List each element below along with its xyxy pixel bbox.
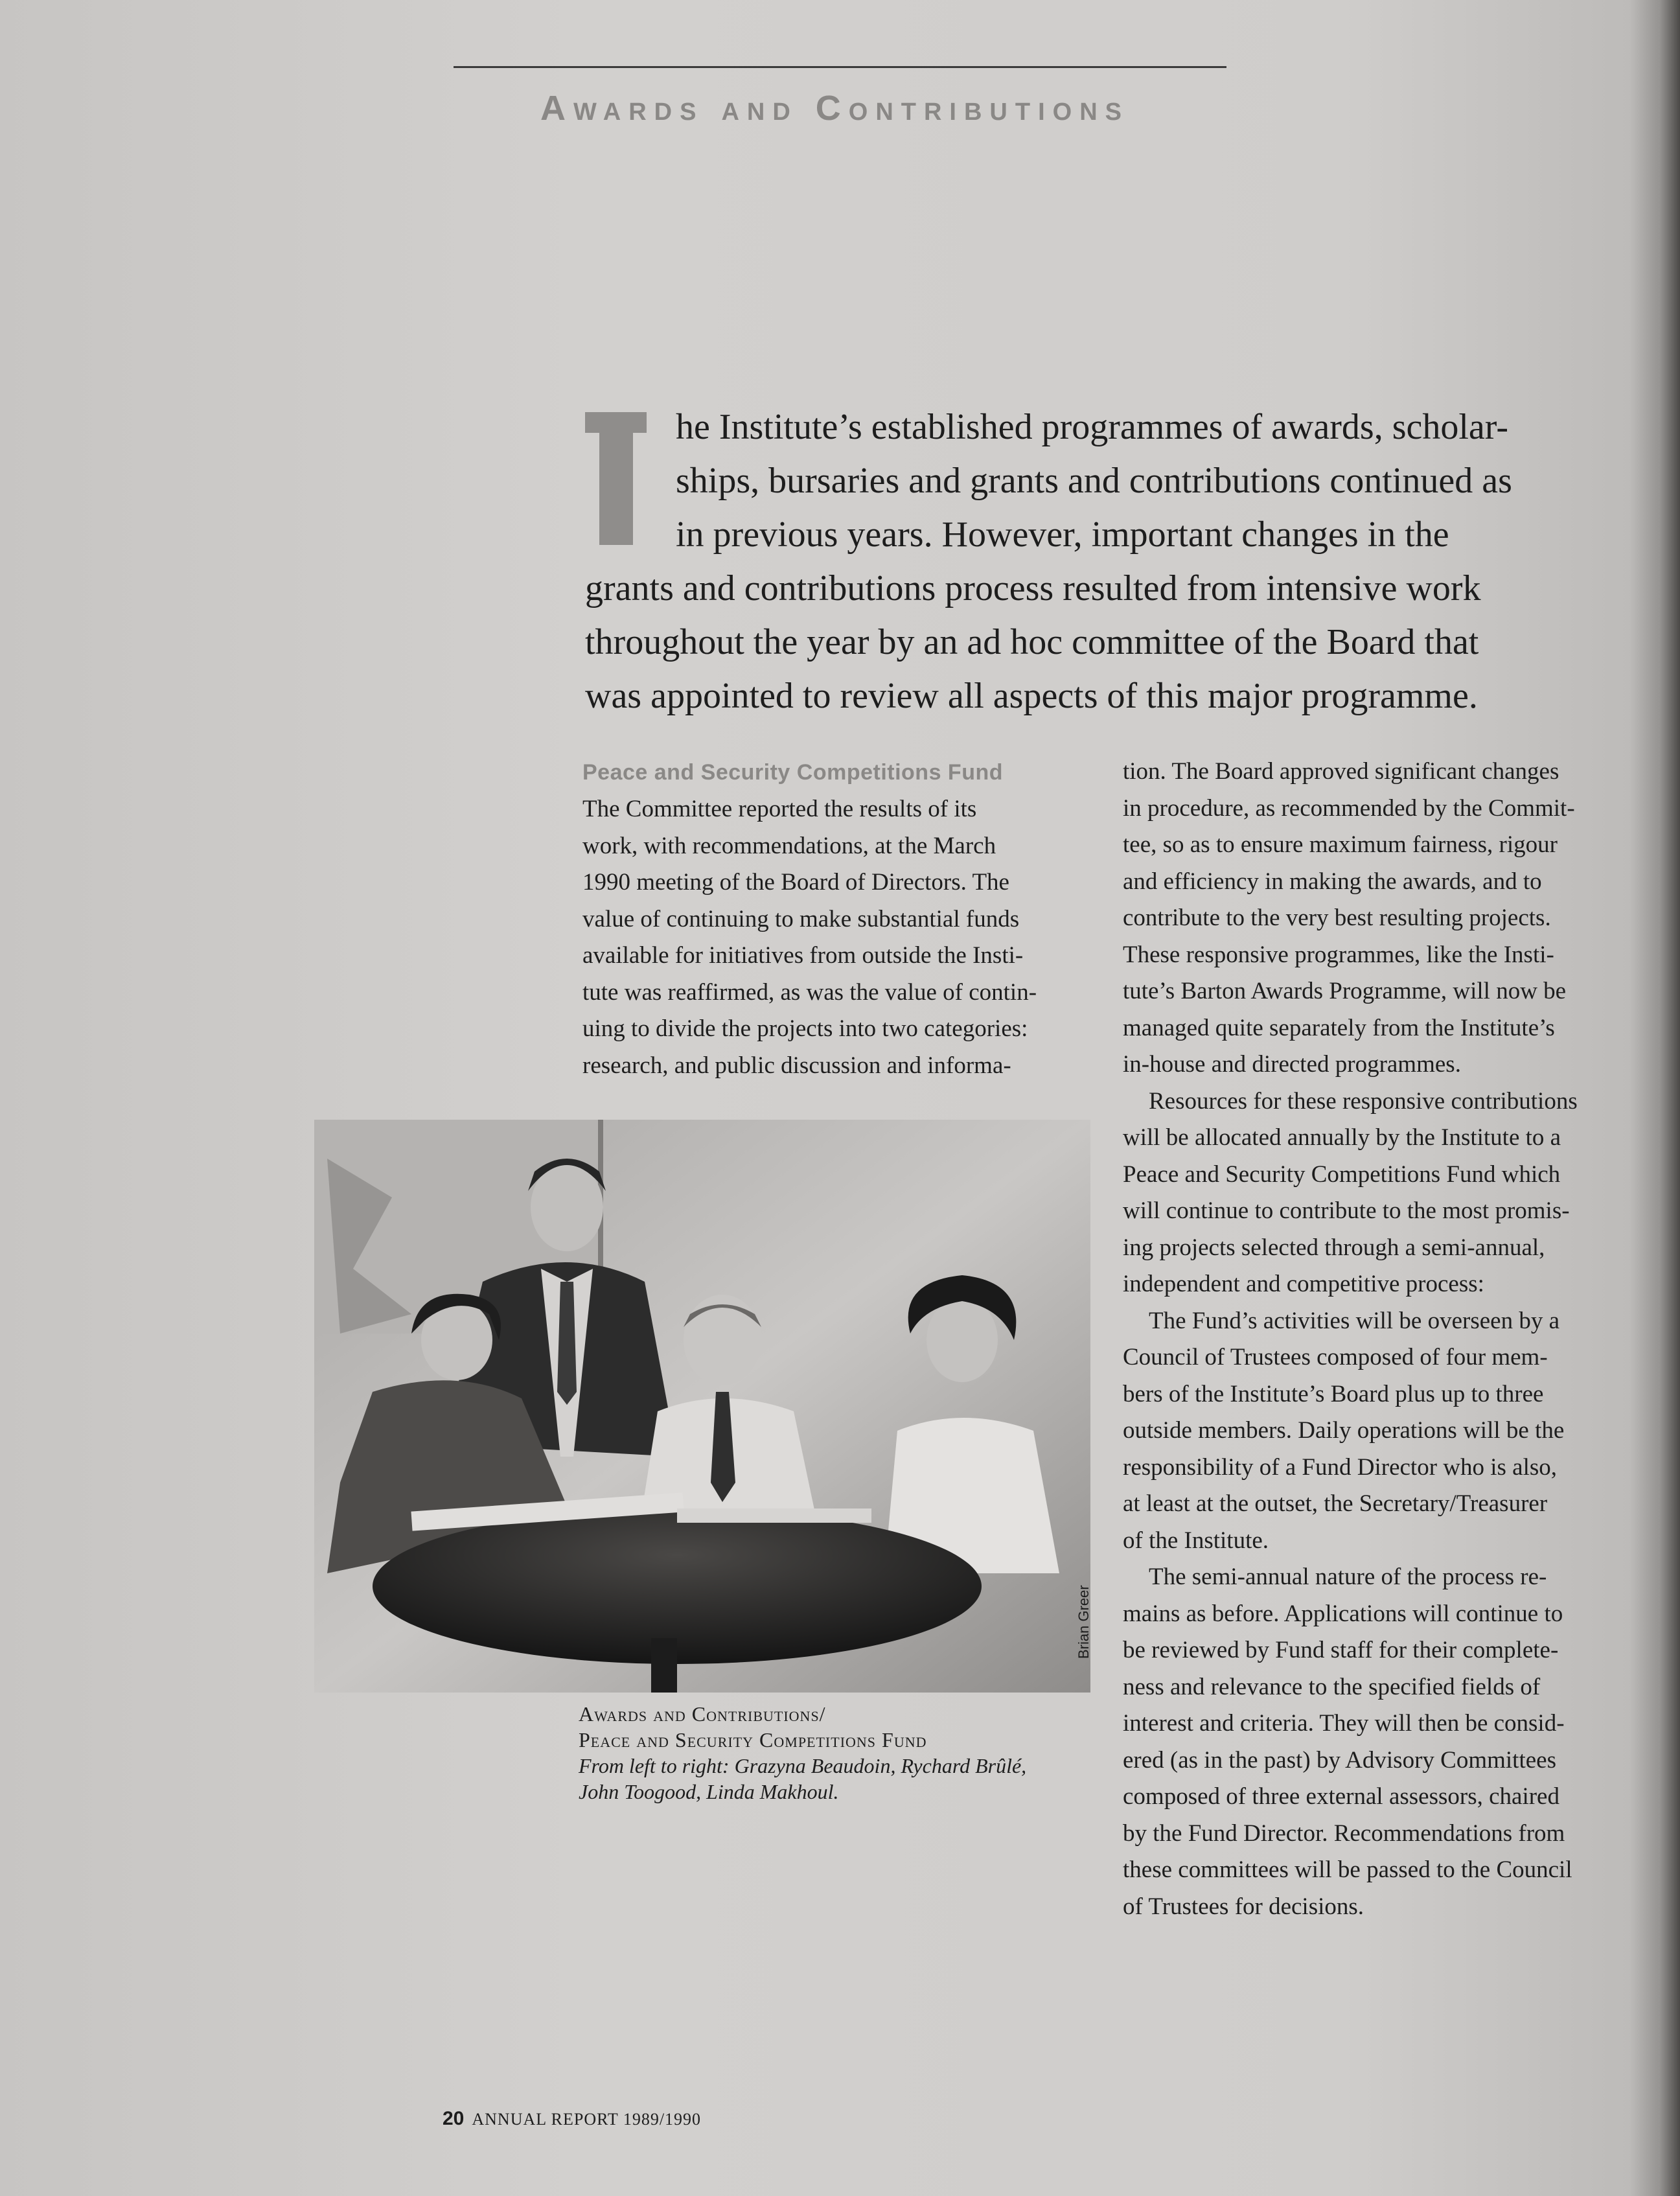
group-photo — [314, 1120, 1090, 1693]
photo-credit: Brian Greer — [1076, 1585, 1092, 1659]
body-line: value of continuing to make substantial funds — [582, 905, 1020, 932]
caption-line: John Toogood, Linda Makhoul. — [579, 1780, 839, 1803]
body-line: in procedure, as recommended by the Commit- — [1123, 794, 1575, 822]
body-line: available for initiatives from outside the Insti- — [582, 942, 1024, 969]
body-line: these committees will be passed to the Council — [1123, 1856, 1572, 1883]
footer-text: ANNUAL REPORT 1989/1990 — [472, 2110, 702, 2129]
left-column — [582, 754, 1075, 1084]
body-line: Resources for these responsive contributions — [1149, 1087, 1578, 1115]
intro-line: grants and contributions process resulted from intensive work — [585, 568, 1481, 608]
body-line: ered (as in the past) by Advisory Committees — [1123, 1746, 1556, 1774]
caption-line: From left to right: Grazyna Beaudoin, Rychard Brûlé, — [579, 1754, 1027, 1777]
body-line: be reviewed by Fund staff for their complete- — [1123, 1637, 1559, 1663]
body-line: responsibility of a Fund Director who is also, — [1123, 1453, 1558, 1481]
intro-line: ships, bursaries and grants and contributions continued as — [676, 461, 1512, 501]
body-line: interest and criteria. They will then be consid- — [1123, 1710, 1565, 1737]
body-line: independent and competitive process: — [1123, 1271, 1484, 1297]
body-line: The Committee reported the results of its — [582, 796, 977, 822]
body-line: The semi-annual nature of the process re- — [1149, 1564, 1547, 1590]
body-line: of the Institute. — [1123, 1527, 1269, 1554]
page-footer — [443, 2108, 701, 2130]
caption-line: Awards and Contributions/ — [579, 1702, 826, 1726]
page-binding-edge — [1659, 0, 1680, 2196]
body-line: tute’s Barton Awards Programme, will now be — [1123, 978, 1567, 1004]
right-column — [1123, 754, 1641, 1925]
body-line: and efficiency in making the awards, and to — [1123, 868, 1542, 895]
body-line: tion. The Board approved significant changes — [1123, 758, 1559, 785]
body-line: in-house and directed programmes. — [1123, 1051, 1461, 1078]
caption-line: Peace and Security Competitions Fund — [579, 1728, 927, 1751]
body-line: work, with recommendations, at the March — [582, 832, 996, 859]
body-line: outside members. Daily operations will be the — [1123, 1417, 1565, 1444]
body-line: These responsive programmes, like the Insti- — [1123, 941, 1554, 968]
body-line: Peace and Security Competitions Fund which — [1123, 1161, 1561, 1188]
intro-line: in previous years. However, important changes in the — [676, 514, 1449, 555]
body-line: research, and public discussion and informa- — [582, 1052, 1011, 1079]
intro-paragraph — [585, 400, 1596, 723]
intro-line: was appointed to review all aspects of this major programme. — [585, 676, 1478, 716]
page-number: 20 — [443, 2108, 465, 2129]
body-line: will be allocated annually by the Institute to a — [1123, 1124, 1561, 1151]
header-rule — [454, 66, 1226, 68]
body-line: tee, so as to ensure maximum fairness, rigour — [1123, 831, 1558, 858]
body-line: The Fund’s activities will be overseen by a — [1149, 1307, 1559, 1334]
body-line: at least at the outset, the Secretary/Treasurer — [1123, 1490, 1548, 1517]
body-line: of Trustees for decisions. — [1123, 1893, 1364, 1920]
body-line: Council of Trustees composed of four mem- — [1123, 1344, 1548, 1370]
body-line: will continue to contribute to the most promis- — [1123, 1197, 1570, 1224]
body-line: bers of the Institute’s Board plus up to three — [1123, 1380, 1544, 1407]
body-line: tute was reaffirmed, as was the value of contin- — [582, 978, 1037, 1006]
body-line: contribute to the very best resulting projects. — [1123, 905, 1551, 931]
body-line: managed quite separately from the Institute’s — [1123, 1014, 1555, 1041]
photo-caption — [579, 1701, 1071, 1805]
intro-line: throughout the year by an ad hoc committee of the Board that — [585, 622, 1479, 662]
body-line: mains as before. Applications will continue to — [1123, 1600, 1563, 1627]
body-line: by the Fund Director. Recommendations from — [1123, 1820, 1565, 1847]
body-line: composed of three external assessors, chaired — [1123, 1783, 1559, 1810]
subheading: Peace and Security Competitions Fund — [582, 760, 1004, 785]
body-line: 1990 meeting of the Board of Directors. The — [582, 869, 1009, 896]
body-line: ness and relevance to the specified fields of — [1123, 1673, 1541, 1700]
intro-line: he Institute’s established programmes of awards, scholar- — [676, 407, 1508, 447]
body-line: ing projects selected through a semi-annual, — [1123, 1234, 1545, 1261]
body-line: uing to divide the projects into two categories: — [582, 1015, 1028, 1042]
section-title: Awards and Contributions — [540, 89, 1129, 128]
